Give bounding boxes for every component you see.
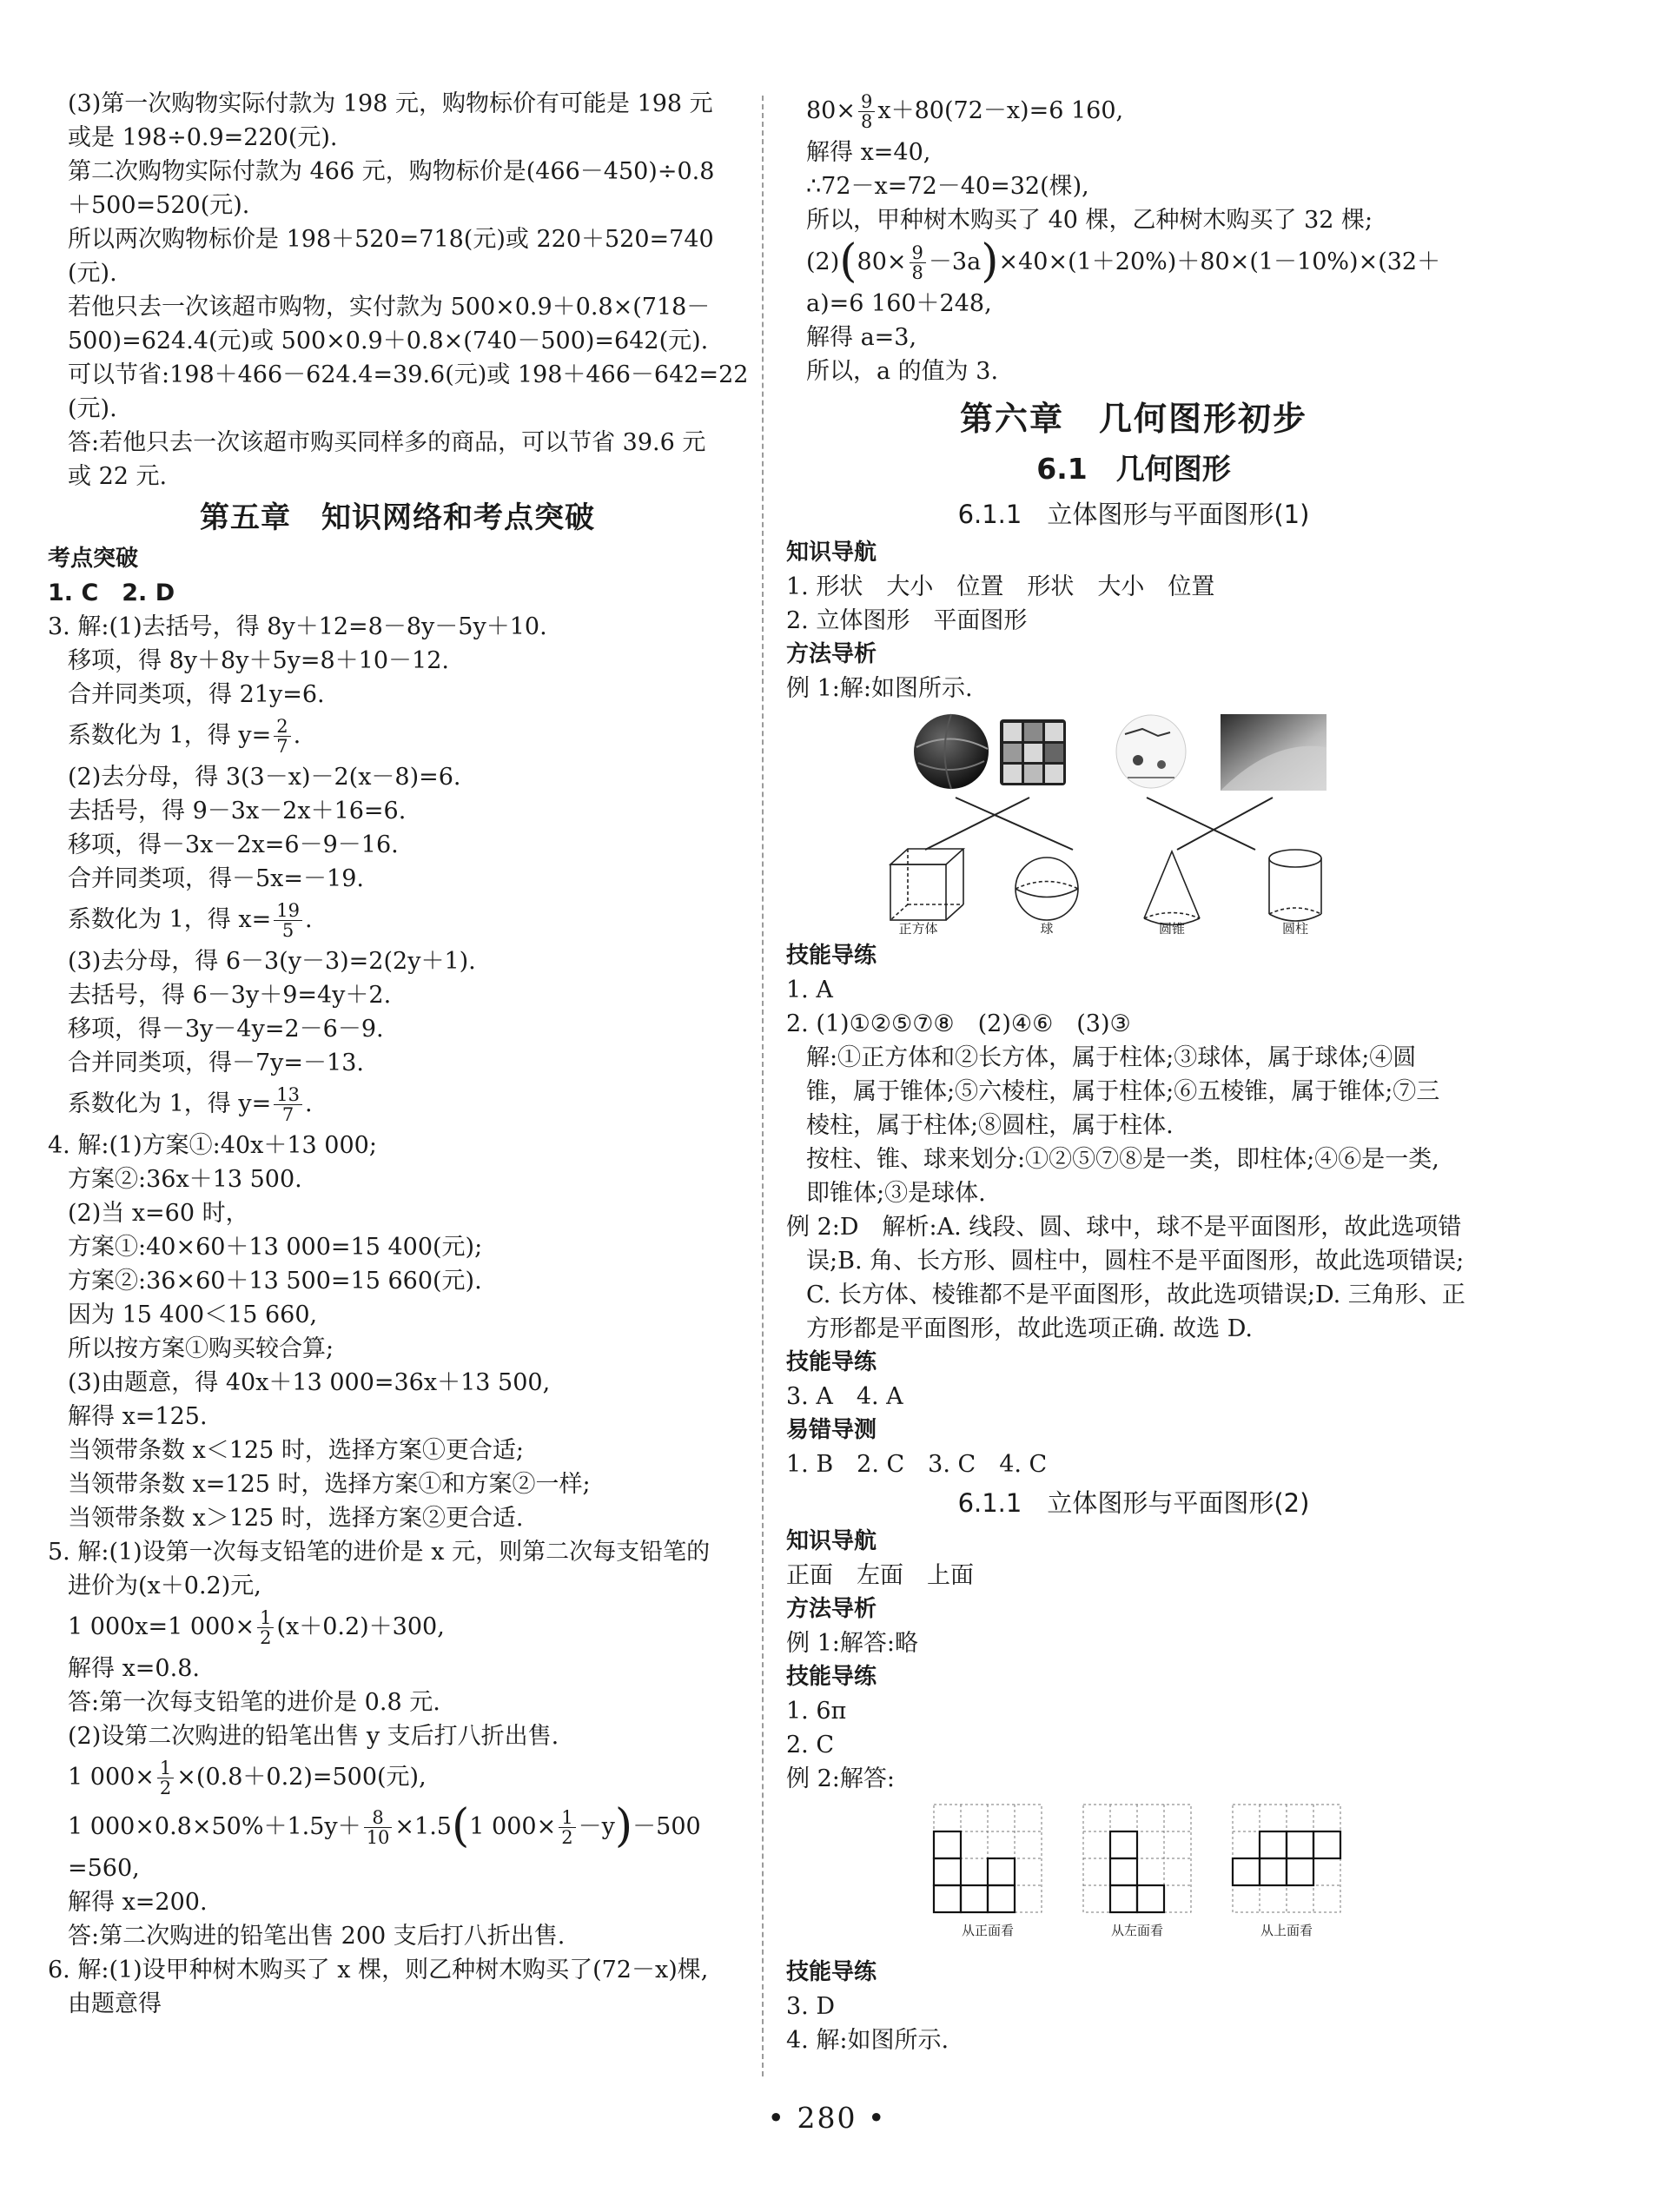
fraction-line: 1 000×0.8×50%＋1.5y＋ $\frac{8}{10}$ ×1.5(1 000× $\frac{1}{2}$ －y)－500 (68, 1800, 701, 1852)
text-line: 所以按方案①购买较合算; (68, 1335, 334, 1362)
text-line: 500)=624.4(元)或 500×0.9＋0.8×(740－500)=642(元). (68, 328, 709, 354)
text-line: 方案②:36×60＋13 500=15 660(元). (68, 1268, 482, 1295)
paren-close: ) (614, 1800, 633, 1852)
text-line: 所以两次购物标价是 198＋520=718(元)或 220＋520=740 (68, 226, 714, 253)
text-line: 所以，a 的值为 3. (806, 358, 999, 385)
text-line: 合并同类项，得－5x=－19. (68, 865, 364, 892)
text-line: 所以，甲种树木购买了 40 棵，乙种树木购买了 32 棵; (806, 207, 1373, 234)
text-line: 2. 立体图形 平面图形 (786, 607, 1028, 634)
text-line: 当领带条数 x=125 时，选择方案①和方案②一样; (68, 1471, 591, 1498)
section-6-1-title: 6.1 几何图形 (1036, 452, 1231, 486)
text-line: 解得 x=0.8. (68, 1655, 200, 1682)
label-top-view: 从上面看 (1260, 1923, 1313, 1938)
text-line: 4. 解:如图所示. (786, 2027, 949, 2054)
text-line: 移项，得－3x－2x=6－9－16. (68, 831, 399, 858)
cone-solid (1144, 851, 1200, 925)
text-line: a)=6 160＋248, (806, 290, 992, 317)
text-line: 2. C (786, 1732, 835, 1758)
fraction-line: 系数化为 1，得 y= $\frac{2}{7}$ . (68, 716, 301, 757)
text-line: 1. A (786, 977, 833, 1003)
text-line: C. 长方体、棱锥都不是平面图形，故此选项错误;D. 三角形、正 (806, 1282, 1465, 1308)
view-front-shape (934, 1831, 1015, 1912)
answer-q1-q2: 1. C 2. D (48, 579, 175, 606)
solution-q5 (48, 1535, 747, 1953)
text-line: 进价为(x＋0.2)元, (68, 1573, 261, 1599)
fraction: $\frac{9}{8}$ (910, 243, 926, 282)
fraction-line: 1 000× $\frac{1}{2}$ ×(0.8＋0.2)=500(元), (68, 1758, 427, 1798)
label-sphere: 球 (1040, 921, 1054, 934)
text-line: 解得 x=200. (68, 1889, 208, 1916)
text-line: (元). (68, 260, 117, 287)
text-line: 3. 解:(1)去括号，得 8y＋12=8－8y－5y＋10. (48, 613, 547, 640)
view-top-shape (1233, 1831, 1340, 1885)
text-line: (3)去分母，得 6－3(y－3)=2(2y＋1). (68, 948, 476, 975)
text-line: (2)去分母，得 3(3－x)－2(x－8)=6. (68, 764, 461, 791)
section-label-jineng: 技能导练 (786, 1349, 877, 1375)
text-line: (元). (68, 395, 117, 422)
fraction: $\frac{1}{2}$ (157, 1758, 174, 1798)
text-line: 因为 15 400＜15 660, (68, 1301, 318, 1328)
match-line (1177, 798, 1273, 850)
text-line: 方案①:40×60＋13 000=15 400(元); (68, 1234, 483, 1261)
text-line: 2. (1)①②⑤⑦⑧ (2)④⑥ (3)③ (786, 1010, 1131, 1037)
text-line: 正面 左面 上面 (786, 1562, 974, 1589)
text-line: 误;B. 角、长方形、圆柱中，圆柱不是平面图形，故此选项错误; (806, 1248, 1465, 1275)
text-line: 当领带条数 x＞125 时，选择方案②更合适. (68, 1505, 524, 1532)
chapter-6-title: 第六章 几何图形初步 (959, 400, 1307, 438)
basketball-photo (914, 714, 989, 789)
view-left-shape (1110, 1831, 1164, 1912)
match-line (1147, 798, 1255, 850)
text-line: 解得 a=3, (806, 324, 917, 351)
chapter-5-title: 第五章 知识网络和考点突破 (200, 500, 595, 535)
sphere-solid (1016, 858, 1078, 920)
text-line: 3. D (786, 1993, 835, 2020)
label-cylinder: 圆柱 (1281, 921, 1309, 934)
text-line: 3. A 4. A (786, 1383, 903, 1410)
text-line: =560, (68, 1855, 140, 1882)
text-line: 按柱、锥、球来划分:①②⑤⑦⑧是一类，即柱体;④⑥是一类, (806, 1146, 1439, 1173)
text-line: 1. 6π (786, 1698, 847, 1725)
text-line: 6. 解:(1)设甲种树木购买了 x 棵，则乙种树木购买了(72－x)棵, (48, 1957, 709, 1984)
label-cone: 圆锥 (1158, 921, 1186, 934)
solution-q3 (48, 610, 747, 1129)
rubik-cube-photo (1000, 719, 1066, 785)
text-line: 答:第二次购进的铅笔出售 200 支后打八折出售. (68, 1923, 566, 1950)
label-front-view: 从正面看 (961, 1923, 1015, 1938)
text-line: 答:第一次每支铅笔的进价是 0.8 元. (68, 1689, 440, 1716)
text-line: 例 2:解答: (786, 1765, 895, 1792)
section-label-jineng: 技能导练 (786, 943, 877, 969)
text-line: (3)第一次购物实际付款为 198 元，购物标价有可能是 198 元 (68, 90, 713, 117)
box-photo (1116, 715, 1186, 788)
text-line: ∴72－x=72－40=32(棵), (806, 173, 1089, 200)
page-number: • 280 • (767, 2101, 887, 2135)
text-line: 若他只去一次该超市购物，实付款为 500×0.9＋0.8×(718－ (68, 294, 711, 321)
text-line: ＋500=520(元). (68, 192, 250, 219)
text-line: 可以节省:198＋466－624.4=39.6(元)或 198＋466－642=22 (68, 361, 749, 388)
figure-solids-matching (786, 712, 1481, 934)
paren-open: ( (451, 1800, 470, 1852)
text-line: 1. 形状 大小 位置 形状 大小 位置 (786, 573, 1215, 600)
text-line: 解得 x=40, (806, 139, 931, 166)
fraction: $\frac{9}{8}$ (858, 92, 875, 131)
fraction: $\frac{8}{10}$ (364, 1808, 393, 1847)
section-label-kaodian: 考点突破 (48, 546, 139, 572)
text-line: 答:若他只去一次该超市购买同样多的商品，可以节省 39.6 元 (68, 429, 706, 456)
cylinder-solid (1269, 850, 1321, 921)
text-line: 例 2:D 解析:A. 线段、圆、球中，球不是平面图形，故此选项错 (786, 1214, 1462, 1241)
text-line: 去括号，得 9－3x－2x＋16=6. (68, 798, 407, 825)
section-label-jineng: 技能导练 (786, 1959, 877, 1985)
text-line: 方案②:36x＋13 500. (68, 1166, 302, 1193)
subsection-6-1-1-part1-title: 6.1.1 立体图形与平面图形(1) (957, 500, 1310, 529)
text-line: 锥，属于锥体;⑤六棱柱，属于柱体;⑥五棱锥，属于锥体;⑦三 (806, 1078, 1440, 1105)
section-label-yicuo: 易错导测 (786, 1417, 877, 1443)
text-line: 合并同类项，得 21y=6. (68, 681, 325, 708)
fraction-line: 系数化为 1，得 y= $\frac{13}{7}$ . (68, 1084, 313, 1125)
text-line: 解得 x=125. (68, 1403, 208, 1430)
right-column (786, 87, 1481, 2057)
cube-solid (890, 849, 963, 920)
text-line: 合并同类项，得－7y=－13. (68, 1050, 364, 1076)
fraction-line: 80× $\frac{9}{8}$ x＋80(72－x)=6 160, (806, 91, 1124, 132)
text-line: 1. B 2. C 3. C 4. C (786, 1451, 1048, 1478)
subsection-6-1-1-part2-title: 6.1.1 立体图形与平面图形(2) (957, 1488, 1310, 1518)
text-line: 或是 198÷0.9=220(元). (68, 124, 338, 151)
fraction-line: (2)(80× $\frac{9}{8}$ －3a)×40×(1＋20%)＋80×(1－10%)×(32＋ (806, 235, 1441, 288)
sand-pile-photo (1221, 714, 1327, 791)
column-divider (762, 96, 764, 2076)
fraction-line: 1 000x=1 000× $\frac{1}{2}$ (x＋0.2)＋300, (68, 1607, 445, 1648)
text-line: 去括号，得 6－3y＋9=4y＋2. (68, 982, 392, 1009)
fraction: $\frac{2}{7}$ (274, 717, 290, 756)
label-cube: 正方体 (898, 921, 938, 934)
text-line: 移项，得 8y＋8y＋5y=8＋10－12. (68, 647, 449, 674)
fraction: $\frac{13}{7}$ (274, 1085, 302, 1124)
section-label-jineng: 技能导练 (786, 1664, 877, 1690)
text-line: 棱柱，属于柱体;⑧圆柱，属于柱体. (806, 1112, 1174, 1139)
text-line: 或 22 元. (68, 463, 168, 490)
text-line: 第二次购物实际付款为 466 元，购物标价是(466－450)÷0.8 (68, 158, 715, 185)
label-left-view: 从左面看 (1110, 1923, 1164, 1938)
left-column (48, 87, 747, 2021)
fraction-line: 系数化为 1，得 x= $\frac{19}{5}$ . (68, 900, 313, 941)
text-line: (2)设第二次购进的铅笔出售 y 支后打八折出售. (68, 1723, 559, 1750)
text-line: 5. 解:(1)设第一次每支铅笔的进价是 x 元，则第二次每支铅笔的 (48, 1539, 711, 1566)
text-line: (2)当 x=60 时， (68, 1200, 249, 1227)
text-line: 当领带条数 x＜125 时，选择方案①更合适; (68, 1437, 525, 1464)
text-line: 4. 解:(1)方案①:40x＋13 000; (48, 1132, 377, 1159)
text-line: 解:①正方体和②长方体，属于柱体;③球体，属于球体;④圆 (806, 1044, 1417, 1071)
text-line: 移项，得－3y－4y=2－6－9. (68, 1016, 384, 1043)
fraction: $\frac{19}{5}$ (274, 901, 302, 940)
paren-open: ( (839, 235, 857, 288)
text-line: 即锥体;③是球体. (806, 1180, 986, 1207)
paragraph-purchase (48, 87, 747, 493)
paren-close: ) (981, 235, 999, 288)
fraction: $\frac{1}{2}$ (559, 1808, 575, 1847)
text-line: 由题意得 (68, 1990, 162, 2017)
section-label-zhishi: 知识导航 (786, 540, 877, 566)
text-line: 例 1:解:如图所示. (786, 675, 973, 702)
section-label-fangfa: 方法导析 (786, 641, 877, 667)
solution-q6 (48, 1953, 747, 2021)
section-label-zhishi: 知识导航 (786, 1528, 877, 1554)
text-line: 例 1:解答:略 (786, 1630, 918, 1657)
section-label-fangfa: 方法导析 (786, 1596, 877, 1622)
figure-three-views (786, 1803, 1481, 1950)
solids-matching-diagram (786, 712, 1481, 934)
text-line: 方形都是平面图形，故此选项正确. 故选 D. (806, 1315, 1254, 1342)
fraction: $\frac{1}{2}$ (257, 1608, 274, 1647)
text-line: (3)由题意，得 40x＋13 000=36x＋13 500, (68, 1369, 551, 1396)
solution-q4 (48, 1129, 747, 1535)
three-views-diagram (786, 1803, 1481, 1950)
